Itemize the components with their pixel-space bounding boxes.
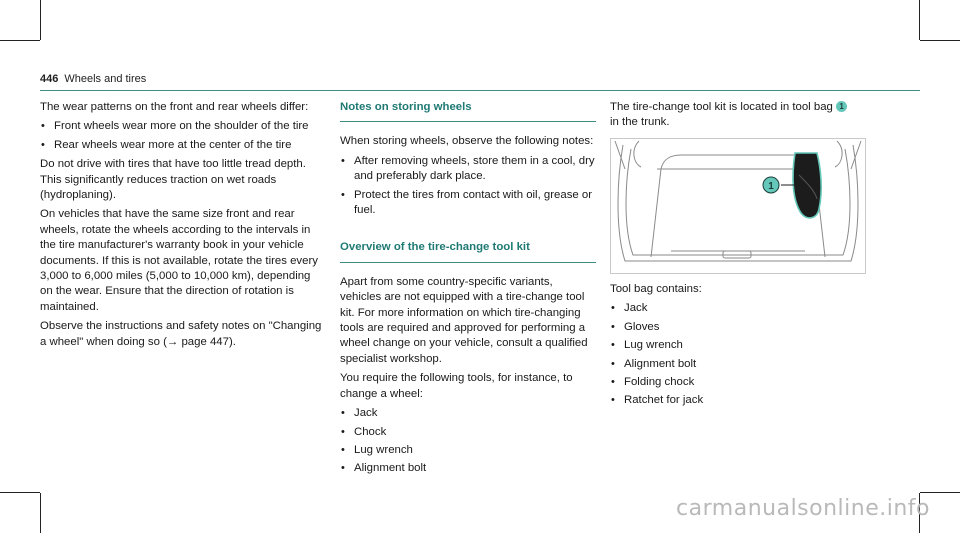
tool-bag-contents bbox=[610, 282, 872, 413]
trunk-drawing bbox=[611, 139, 865, 273]
list-item: • Front wheels wear more on the shoulder of the tire bbox=[40, 119, 326, 134]
wear-list bbox=[40, 119, 326, 153]
list-item: • Gloves bbox=[610, 320, 872, 335]
list-item: • Jack bbox=[610, 301, 872, 316]
rotation-paragraph: On vehicles that have the same size front and rear wheels, rotate the wheels according to the intervals in the tire manufacturer's warranty book in your vehicle documents. If this is not available, rotate the tires every 3,000 to 6,000 miles (5,000 to 10,000 km), depending on the wear. Ensure that the direction of rotation is maintained. bbox=[40, 208, 318, 313]
list-item: • Alignment bolt bbox=[340, 461, 596, 476]
watermark: carmanualsonline.info bbox=[676, 496, 930, 521]
list-item: • Rear wheels wear more at the center of the tire bbox=[40, 138, 326, 153]
column-right bbox=[610, 100, 872, 135]
list-item: • Alignment bolt bbox=[610, 357, 872, 372]
safety-paragraph: Observe the instructions and safety notes on "Changing a wheel" when doing so (→ page 447). bbox=[40, 320, 322, 348]
kit-tools-list bbox=[340, 406, 596, 477]
list-item: • Chock bbox=[340, 425, 596, 440]
section-title-kit: Overview of the tire-change tool kit bbox=[340, 240, 596, 262]
header-rule bbox=[40, 90, 920, 91]
list-item: • Jack bbox=[340, 406, 596, 421]
bag-list bbox=[610, 301, 872, 408]
crop-mark-bl-v bbox=[40, 493, 41, 533]
kit-tools-intro: You require the following tools, for instance, to change a wheel: bbox=[340, 372, 573, 400]
crop-mark-br-h bbox=[920, 492, 960, 493]
bag-intro: Tool bag contains: bbox=[610, 283, 702, 295]
trunk-illustration bbox=[610, 138, 866, 274]
storing-intro: When storing wheels, observe the following notes: bbox=[340, 135, 594, 148]
crop-mark-tl-v bbox=[40, 0, 41, 40]
section-title-storing: Notes on storing wheels bbox=[340, 100, 596, 122]
crop-mark-tr-v bbox=[919, 0, 920, 40]
location-text: The tire-change tool kit is located in tool bag bbox=[610, 101, 833, 113]
storing-list bbox=[340, 154, 596, 219]
location-text-2: in the trunk. bbox=[610, 116, 670, 129]
running-header bbox=[40, 73, 146, 85]
header-title: Wheels and tires bbox=[64, 73, 147, 85]
wear-intro: The wear patterns on the front and rear wheels differ: bbox=[40, 101, 309, 113]
column-left bbox=[40, 100, 326, 354]
tread-paragraph: Do not drive with tires that have too little tread depth. This significantly reduces traction on wet roads (hydroplaning). bbox=[40, 158, 306, 202]
crop-mark-bl-h bbox=[0, 492, 40, 493]
list-item: • Ratchet for jack bbox=[610, 393, 872, 408]
callout-badge: 1 bbox=[836, 101, 847, 112]
page-number: 446 bbox=[40, 73, 59, 85]
list-item: • After removing wheels, store them in a cool, dry and preferably dark place. bbox=[340, 154, 596, 185]
figure-callout-label: 1 bbox=[768, 181, 774, 192]
crop-mark-tr-h bbox=[920, 40, 960, 41]
list-item: • Lug wrench bbox=[610, 338, 872, 353]
crop-mark-tl-h bbox=[0, 40, 40, 41]
kit-paragraph: Apart from some country-specific variants, vehicles are not equipped with a tire-change tool kit. For more information on which tire-changing tools are required and approved for performing a wheel change on your vehicle, consult a qualified specialist workshop. bbox=[340, 275, 588, 365]
list-item: • Folding chock bbox=[610, 375, 872, 390]
column-middle bbox=[340, 100, 596, 481]
tool-bag-location bbox=[610, 100, 872, 131]
list-item: • Lug wrench bbox=[340, 443, 596, 458]
list-item: • Protect the tires from contact with oil, grease or fuel. bbox=[340, 188, 596, 219]
